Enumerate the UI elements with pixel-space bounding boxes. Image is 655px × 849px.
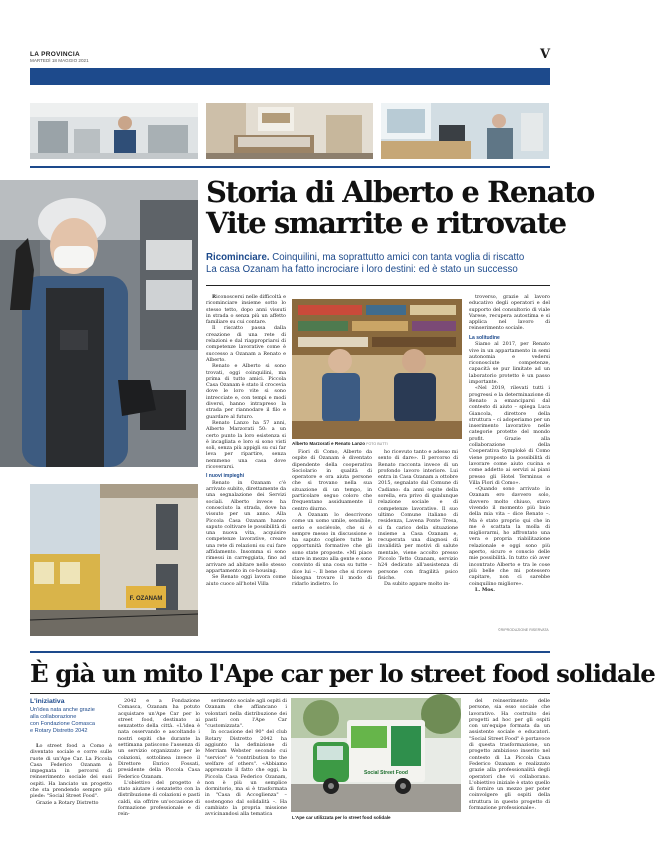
photo-cook-hairnet: [0, 180, 198, 467]
story2-kicker: L'iniziativa: [30, 698, 65, 705]
issue-date: MARTEDÌ 18 MAGGIO 2021: [30, 58, 89, 63]
story2-subhead: [30, 707, 114, 735]
section-letter: V: [540, 47, 551, 62]
deck-rule: [206, 285, 550, 286]
story2-headline: È già un mito l'Ape car per lo street food solidale: [30, 659, 655, 688]
section-bar: [30, 68, 550, 85]
paragraph: L'obiettivo del progetto è stato aiutare i senzatetto con la distribuzione di colazioni e pasti caldi, sia offrire un'occasione di formazione professionale e di rein-: [118, 779, 200, 818]
paragraph: Da subito appare molto in-: [384, 581, 451, 588]
story2-top-rule: [30, 651, 550, 653]
paragraph: Riconoscersi nelle difficoltà e ricominciare insieme sotto lo stesso tetto, dopo anni vissuti in strada o senza più un affetto familiare su cui contare.: [206, 294, 286, 326]
caption-names: Alberto Marzorati e Renato Lanzo: [292, 441, 365, 446]
deck-tag: Ricominciare.: [206, 252, 270, 263]
story-headline: [206, 175, 594, 240]
column-2-body: [292, 449, 372, 588]
paragraph: Renato in Ozanam c'è arrivato subito, direttamente da una segnalazione dei Servizi sociali. Alberto invece ha conosciuto la strada, dove ha vissuto per un anno. Alla Piccola Casa Ozanam hanno saputo coltivare le possibilità di una nuova vita, acquisire competenze lavorative, creare una rete di relazioni su cui fare affidamento. Insomma si sono rimessi in carreggiata, fino ad arrivare ad abitare nello stesso appartamento in co-housing.: [206, 479, 286, 574]
copyright-note: ©RIPRODUZIONE RISERVATA: [498, 628, 549, 632]
ape-photo-caption: [292, 815, 391, 820]
paragraph: A Ozanam lo descrivono come un uomo umile, sensibile, serio e sociévole, che si è sempre messo in discussione e ha saputo cogliere tutte le opportunità formative che gli sono state proposte. «Mi piace stare in mezzo alla gente e sono convinto di una cosa su tutte – dice lui –. Il bene che si riceve bisogna trovare il modo di ridarlo indietro. Io: [292, 511, 372, 588]
paragraph: serimento sociale agli ospiti di Ozanam che affiancano i volontari nella distribuzione dei pasti con l'Ape Car "customizzata".: [205, 698, 287, 730]
story2-column-3: [205, 698, 287, 823]
story2-headline-rule: [30, 693, 550, 694]
sign-text: F. OZANAM: [129, 596, 163, 602]
paragraph: Se Renato oggi lavora come aiuto cuoco all'hotel Villa: [206, 574, 286, 587]
paragraph: Siamo al 2017, per Renato vive in un appartamento in semi autonomia e vedersi riconosciute competenze, capacità se pur limitate ad un laboratorio protetto è un passo importante.: [469, 341, 550, 386]
headline-line-2: Vite smarrite e ritrovate: [206, 206, 566, 240]
deck-line-1-text: Coinquilini, ma soprattutto amici con tanta voglia di riscatto: [269, 252, 525, 263]
paragraph: In occasione del 90° del club Rotary Distretto 2042 ha aggiunto la definizione di Merriam Webster secondo cui "service" è "contribution to the welfare of others". «Abbiamo apprezzato il fatto che oggi, la Piccola Casa Federico Ozanam, non è più un semplice dormitorio, ma si è trasformata in "Casa di Accoglienza" – sostengono dal solidalità –. Ha cambiato la propria missione avvicinandosi alla tematica: [205, 729, 287, 818]
paragraph: Renato Lanzo ha 57 anni, Alberto Marzorati 50: a un certo punto la loro esistenza si è incagliata e loro si sono visti soli, senza più appigli su cui far leva per ripartire, senza nemmeno una casa dove ricoverarsi.: [206, 419, 286, 471]
story2-column-1: [30, 743, 112, 823]
story1-column-2: [292, 449, 372, 609]
paragraph: del reinserimento delle persone, sia esso sociale che lavorativo. Ha costruito dei progetti ad hoc per gli ospiti con un'equipe formata da un assistente sociale e educatori. "Social Street Food" è portavoce di questa trasformazione, un progetto ambizioso inserito nel contesto di La Piccola Casa Federico Ozanam e realizzato grazie alla professionalità degli operatori che vi collaborano. L'obiettivo iniziale è stato quello di fornire un mezzo per poter coinvolgere gli ospiti della struttura in questo progetto di formazione professionale».: [469, 698, 550, 812]
ape-caption-text: L'Ape car utilizzata per lo street food solidale: [292, 815, 391, 820]
column-4-top: [469, 294, 550, 332]
paragraph: ho ricevuto tanto e adesso mi sento di dare». Il percorso di Renato racconta invece di un profondo lavoro interiore. Lui entra in Casa Ozanam a ottobre 2015, segnalato dal Comune di Cadiano: da anni ospite della sorella, era privo di qualunque relazione sociale e di competenze lavorative. Il suo ultimo Comune italiano di residenza, Lavena Ponte Tresa, si fa carico della situazione insieme a Casa Ozanam e, recuperata una diagnosi di invalidità per motivi di salute mentale, viene accolto presso Piccolo Tetto Ozanam, servizio h24 dedicato all'assistenza di persone con fragilità psico fisiche.: [378, 449, 458, 581]
subhead-nuovi-impieghi: I nuovi impieghi: [206, 473, 245, 480]
story2-column-2-body: [118, 698, 200, 818]
paragraph: «Quando sono arrivato in Ozanam ero davvero solo, davvero molto chiuso, stavo vivendo il momento più buio della mia vita – dice Renato –. Ma è stato proprio qui che in me è scattata la molla di migliorarmi, ho affrontato una vera e propria riabilitazione relazionale e oggi sono più aperto, sicuro e conscio delle mie possibilità. In tutto ciò aver incontrato Alberto e tra le cose più belle che mi potessero capitare, non ci sarebbe coinquilino migliore».: [469, 486, 550, 587]
paragraph: Renato e Alberto si sono trovati, oggi coinquilini, ma prima di tutto amici. Piccola Casa Ozanam è stato il crocevia dove le loro vite si sono intrecciate e, con tempi e modi diversi, hanno intrapreso la strada per riannodare il filo e guardare al futuro.: [206, 363, 286, 420]
story2-sub-line: con Fondazione Comasca: [30, 721, 95, 727]
story-deck: [206, 252, 561, 276]
van-text: Social Street Food: [364, 770, 408, 776]
paragraph: Fiori di Como, Alberto da ospite di Ozanam è diventato dipendente della cooperativa Sociolario in qualità di operatore e ora aiuta persone che si trovano nella sua situazione di un tempo, in particolare seguo coloro che frequentano assiduamente il centro diurno.: [292, 449, 372, 512]
story2-sub-line: Un'idea nata anche grazie: [30, 707, 95, 713]
photo-alberto-renato: [292, 299, 462, 439]
masthead: [0, 0, 580, 90]
story2-column-3-body: [205, 698, 287, 818]
story2-column-1-body: [30, 743, 112, 806]
story1-column-1: [206, 294, 286, 654]
paragraph: troverso, grazie al lavoro educativo degli operatori e del supporto del consultorio di viale Varese, recupera autostima e si applica nel lavoro di reinserimento sociale.: [469, 294, 550, 332]
headline-line-1: Storia di Alberto e Renato: [206, 175, 594, 209]
photo-bedroom: [206, 103, 373, 159]
deck-line-2: La casa Ozanam ha fatto incrociare i loro destini: ed è stato un successo: [206, 264, 518, 275]
newspaper-name: LA PROVINCIA: [30, 51, 80, 58]
story-top-rule: [30, 166, 550, 168]
photo-caption: [292, 441, 388, 446]
paragraph: 2042 e a Fondazione Comasca, Ozanam ha potuto acquistare un'Ape Car per lo street food, destinato ai senzatetto della città. «L'idea è nata osservando e ascoltando i nostri ospiti che durante la settimana patiscono l'assenza di un servizio organizzato per le colazioni, sottolinea invece il Direttore Enrico Fossati, presidente della Piccola Casa Federico Ozanam.: [118, 698, 200, 780]
story1-column-4: [469, 294, 550, 629]
story2-column-2: [118, 698, 200, 823]
story1-column-3: [378, 449, 458, 609]
author-signature: L. Mos.: [475, 586, 495, 593]
photo-ape-car: [291, 698, 461, 812]
story2-sub-line: e Rotary Distretto 2042: [30, 728, 88, 734]
subhead-la-solitudine: La solitudine: [469, 334, 500, 341]
column-4-body: [469, 341, 550, 587]
story2-column-4-body: [469, 698, 550, 811]
column-1-intro: [206, 294, 286, 470]
story2-sub-line: alla collaborazione: [30, 714, 77, 720]
column-1-body: [206, 480, 286, 587]
deck-line-1: [206, 252, 561, 264]
photo-ozanam-sign: [30, 484, 198, 636]
photo-office-worker: [381, 103, 549, 159]
paragraph: «Nel 2019, rilevati tutti i progressi e la determinazione di Renato a emanciparsi dal contesto di aiuto – spiega Luca Giancola, direttore della struttura – ci adoperiamo per un inserimento lavorativo nelle categorie protette del mondo profit. Grazie alla collaborazione della Cooperativa Symploké di Como viene proposto la possibilità di lavorare come aiuto cucina e come addetto ai servizi ai piani presso gli Hotel Terminus e Villa Flori di Como».: [469, 385, 550, 486]
column-3-body: [378, 449, 458, 588]
photo-kitchen-worker: [30, 103, 198, 159]
caption-credit: FOTO BUTTI: [366, 442, 388, 446]
story2-column-4: [469, 698, 550, 823]
paragraph: Lo street food a Como è diventato sociale e corre sulle ruote di un'Ape Car. La Piccola Casa Federico Ozanam è impegnata in percorsi di reinserimento sociale dei suoi ospiti. Ha lanciato un progetto che sta prendendo sempre più piede: "Social Street Food".: [30, 743, 112, 800]
paragraph: Il riscatto passa dalla creazione di una rete di relazioni e dal riappropriarsi di competenze lavorative come è successo a Ozanam a Renato e Alberto.: [206, 325, 286, 363]
paragraph: Grazie a Rotary Distretto: [36, 799, 99, 806]
